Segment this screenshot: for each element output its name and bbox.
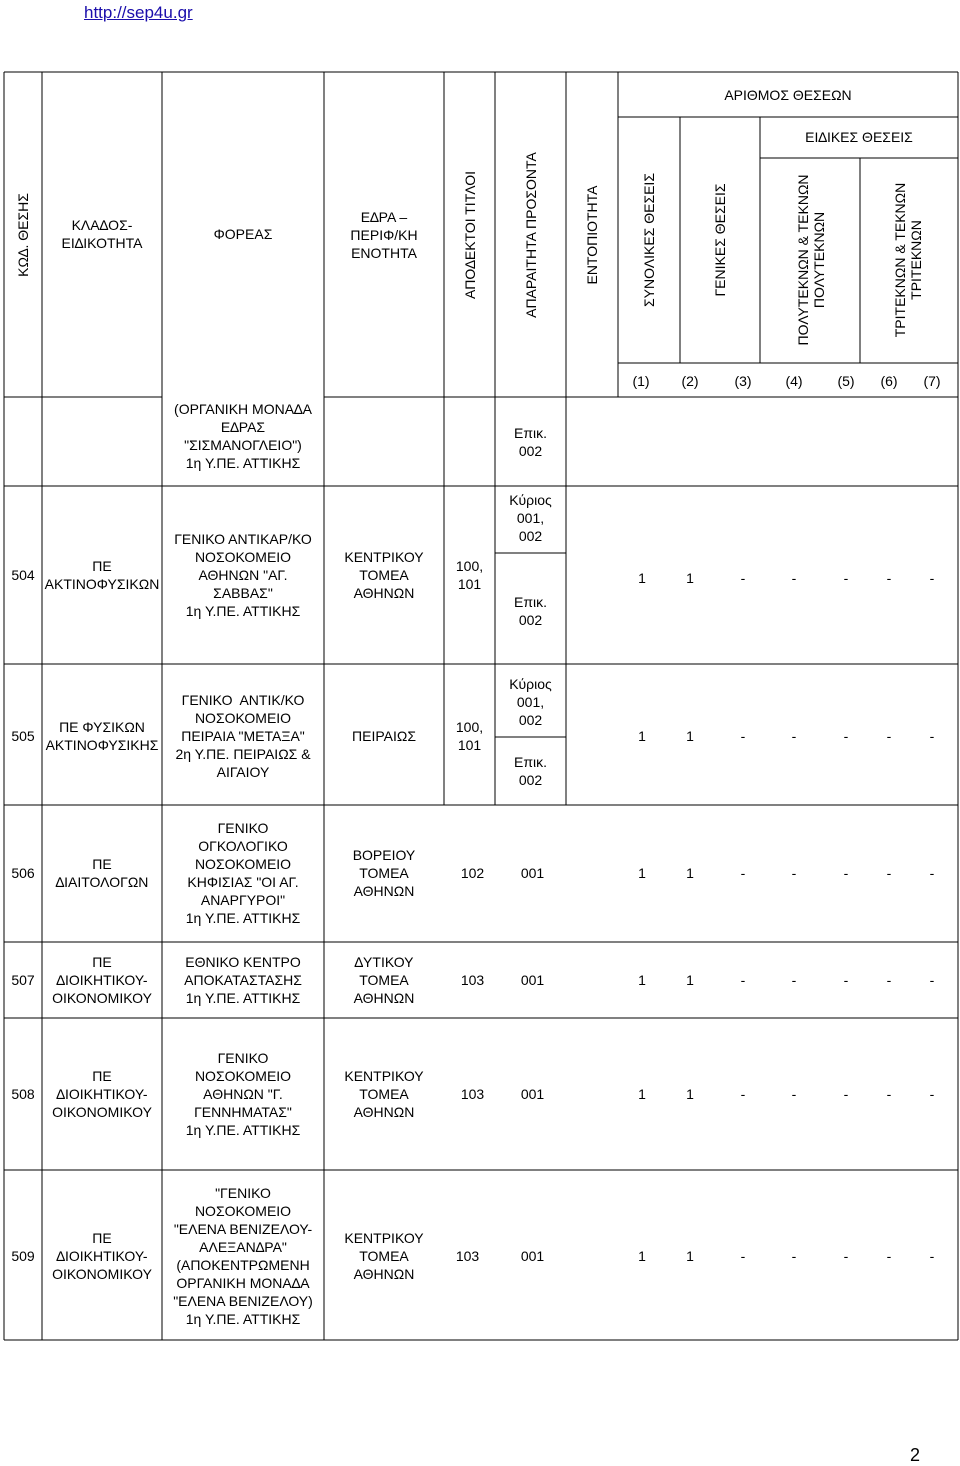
carry-qualification: Επικ. 002 <box>514 425 547 459</box>
header-titles: ΑΠΟ∆ΕΚΤΟΙ ΤΙΤΛΟΙ <box>462 170 478 300</box>
row-qual: 001 <box>520 972 545 988</box>
row-count: 1 <box>686 1248 694 1264</box>
row-code: 506 <box>11 865 35 881</box>
row-count: - <box>791 1086 797 1102</box>
row-count: - <box>929 570 935 586</box>
row-count: - <box>791 865 797 881</box>
header-special-positions: ΕΙ∆ΙΚΕΣ ΘΕΣΕΙΣ <box>805 129 913 145</box>
header-qualifications: ΑΠΑΡΑΙΤΗΤΑ ΠΡΟΣΟΝΤΑ <box>523 152 539 318</box>
row-seat: ΚΕΝΤΡΙΚΟΥ ΤΟΜΕΑ ΑΘΗΝΩΝ <box>344 1230 424 1282</box>
row-count: - <box>791 570 797 586</box>
source-link[interactable]: http://sep4u.gr <box>84 3 193 22</box>
row-qual-sub: Επικ. 002 <box>514 754 547 788</box>
header-code: ΚΩ∆. ΘΕΣΗΣ <box>15 193 31 277</box>
row-qual-main: Κύριος 001, 002 <box>509 492 552 544</box>
row-count: - <box>791 728 797 744</box>
row-count: 1 <box>638 728 646 744</box>
col-number: (6) <box>880 373 898 389</box>
header-locality: ΕΝΤΟΠΙΟΤΗΤΑ <box>584 185 600 285</box>
row-count: 1 <box>686 972 694 988</box>
row-agency: ΓΕΝΙΚΟ ΝΟΣΟΚΟΜΕΙΟ ΑΘΗΝΩΝ "Γ. ΓΕΝΝΗΜΑΤΑΣ" 1η Υ.ΠΕ. ΑΤΤΙΚΗΣ <box>185 1050 301 1138</box>
row-seat: ΒΟΡΕΙΟΥ ΤΟΜΕΑ ΑΘΗΝΩΝ <box>352 847 416 899</box>
row-count: 1 <box>638 1248 646 1264</box>
row-count: 1 <box>638 570 646 586</box>
row-qual-sub: Επικ. 002 <box>514 594 547 628</box>
row-agency: ΓΕΝΙΚΟ ΑΝΤΙΚ/ΚΟ ΝΟΣΟΚΟΜΕΙΟ ΠΕΙΡΑΙΑ "ΜΕΤΑΞΑ" 2η Υ.ΠΕ. ΠΕΙΡΑΙΩΣ & ΑΙΓΑΙΟΥ <box>175 692 311 780</box>
row-seat: ΠΕΙΡΑΙΩΣ <box>352 728 416 744</box>
col-number: (3) <box>734 373 752 389</box>
row-count: 1 <box>638 972 646 988</box>
header-positions-count: ΑΡΙΘΜΟΣ ΘΕΣΕΩΝ <box>724 87 852 103</box>
header-triteknon: ΤΡΙΤΕΚΝΩΝ & ΤΕΚΝΩΝ ΤΡΙΤΕΚΝΩΝ <box>892 182 924 338</box>
row-code: 507 <box>11 972 35 988</box>
row-code: 505 <box>11 728 35 744</box>
row-code: 508 <box>11 1086 35 1102</box>
row-branch: ΠΕ ΑΚΤΙΝΟΦΥΣΙΚΩΝ <box>44 558 160 592</box>
header-total: ΣΥΝΟΛΙΚΕΣ ΘΕΣΕΙΣ <box>641 173 657 307</box>
row-branch: ΠΕ ∆ΙΟΙΚΗΤΙΚΟΥ- ΟΙΚΟΝΟΜΙΚΟΥ <box>52 1230 152 1282</box>
row-code: 504 <box>11 567 35 583</box>
header-general: ΓΕΝΙΚΕΣ ΘΕΣΕΙΣ <box>712 183 728 297</box>
row-count: - <box>843 865 849 881</box>
row-count: - <box>740 728 746 744</box>
row-titles: 103 <box>455 1248 480 1264</box>
header-branch: ΚΛΑ∆ΟΣ- ΕΙ∆ΙΚΟΤΗΤΑ <box>61 217 143 251</box>
row-count: - <box>886 972 892 988</box>
row-branch: ΠΕ ∆ΙΟΙΚΗΤΙΚΟΥ- ΟΙΚΟΝΟΜΙΚΟΥ <box>52 954 152 1006</box>
row-count: - <box>740 570 746 586</box>
row-count: - <box>886 728 892 744</box>
row-count: - <box>791 972 797 988</box>
row-titles: 100, 101 <box>455 719 484 753</box>
row-count: - <box>791 1248 797 1264</box>
page-number: 2 <box>910 1445 921 1465</box>
header-agency: ΦΟΡΕΑΣ <box>213 226 273 242</box>
row-count: - <box>886 1248 892 1264</box>
row-count: - <box>843 972 849 988</box>
row-count: - <box>843 1248 849 1264</box>
row-titles: 100, 101 <box>455 558 484 592</box>
col-number: (4) <box>785 373 803 389</box>
row-agency: ΓΕΝΙΚΟ ΟΓΚΟΛΟΓΙΚΟ ΝΟΣΟΚΟΜΕΙΟ ΚΗΦΙΣΙΑΣ "ΟΙ ΑΓ. ΑΝΑΡΓΥΡΟΙ" 1η Υ.ΠΕ. ΑΤΤΙΚΗΣ <box>185 820 301 926</box>
row-count: - <box>740 865 746 881</box>
row-count: 1 <box>686 865 694 881</box>
row-titles: 103 <box>460 972 485 988</box>
row-count: - <box>843 1086 849 1102</box>
col-number: (5) <box>837 373 855 389</box>
carry-agency: (ΟΡΓΑΝΙΚΗ ΜΟΝΑ∆Α Ε∆ΡΑΣ "ΣΙΣΜΑΝΟΓΛΕΙΟ") 1η Υ.ΠΕ. ΑΤΤΙΚΗΣ <box>174 401 312 471</box>
row-code: 509 <box>11 1248 35 1264</box>
row-qual: 001 <box>520 1248 545 1264</box>
row-agency: ΕΘΝΙΚΟ ΚΕΝΤΡΟ ΑΠΟΚΑΤΑΣΤΑΣΗΣ 1η Υ.ΠΕ. ΑΤΤΙΚΗΣ <box>184 954 302 1006</box>
row-count: 1 <box>686 570 694 586</box>
row-count: - <box>886 865 892 881</box>
row-count: - <box>929 728 935 744</box>
row-count: - <box>740 1248 746 1264</box>
row-count: - <box>740 972 746 988</box>
header-seat: Ε∆ΡΑ – ΠΕΡΙΦ/ΚΗ ΕΝΟΤΗΤΑ <box>350 209 418 261</box>
row-count: 1 <box>686 1086 694 1102</box>
header-polyteknon: ΠΟΛΥΤΕΚΝΩΝ & ΤΕΚΝΩΝ ΠΟΛΥΤΕΚΝΩΝ <box>795 174 827 346</box>
col-number: (7) <box>923 373 941 389</box>
row-branch: ΠΕ ΦΥΣΙΚΩΝ ΑΚΤΙΝΟΦΥΣΙΚΗΣ <box>45 719 159 753</box>
row-count: 1 <box>686 728 694 744</box>
row-agency: ΓΕΝΙΚΟ ΑΝΤΙΚΑΡ/ΚΟ ΝΟΣΟΚΟΜΕΙΟ ΑΘΗΝΩΝ "ΑΓ. ΣΑΒΒΑΣ" 1η Υ.ΠΕ. ΑΤΤΙΚΗΣ <box>174 531 312 619</box>
col-number: (2) <box>681 373 699 389</box>
row-count: - <box>929 1086 935 1102</box>
row-count: - <box>843 728 849 744</box>
row-titles: 102 <box>460 865 485 881</box>
row-agency: "ΓΕΝΙΚΟ ΝΟΣΟΚΟΜΕΙΟ "ΕΛΕΝΑ ΒΕΝΙΖΕΛΟΥ- ΑΛΕΞΑΝ∆ΡΑ" (ΑΠΟΚΕΝΤΡΩΜΕΝΗ ΟΡΓΑΝΙΚΗ ΜΟΝΑ∆Α "ΕΛΕΝΑ ΒΕΝΙΖΕΛΟΥ) 1η Υ.ΠΕ. ΑΤΤΙΚΗΣ <box>173 1185 313 1327</box>
row-count: - <box>843 570 849 586</box>
row-branch: ΠΕ ∆ΙΟΙΚΗΤΙΚΟΥ- ΟΙΚΟΝΟΜΙΚΟΥ <box>52 1068 152 1120</box>
col-number: (1) <box>632 373 650 389</box>
row-qual: 001 <box>520 1086 545 1102</box>
row-count: - <box>929 865 935 881</box>
row-count: - <box>929 972 935 988</box>
row-count: - <box>740 1086 746 1102</box>
row-qual-main: Κύριος 001, 002 <box>509 676 552 728</box>
row-count: 1 <box>638 865 646 881</box>
row-seat: ∆ΥΤΙΚΟΥ ΤΟΜΕΑ ΑΘΗΝΩΝ <box>353 954 415 1006</box>
row-count: 1 <box>638 1086 646 1102</box>
row-count: - <box>886 570 892 586</box>
row-titles: 103 <box>460 1086 485 1102</box>
row-seat: ΚΕΝΤΡΙΚΟΥ ΤΟΜΕΑ ΑΘΗΝΩΝ <box>344 549 424 601</box>
row-seat: ΚΕΝΤΡΙΚΟΥ ΤΟΜΕΑ ΑΘΗΝΩΝ <box>344 1068 424 1120</box>
row-count: - <box>886 1086 892 1102</box>
row-count: - <box>929 1248 935 1264</box>
row-branch: ΠΕ ∆ΙΑΙΤΟΛΟΓΩΝ <box>55 856 149 890</box>
row-qual: 001 <box>520 865 545 881</box>
